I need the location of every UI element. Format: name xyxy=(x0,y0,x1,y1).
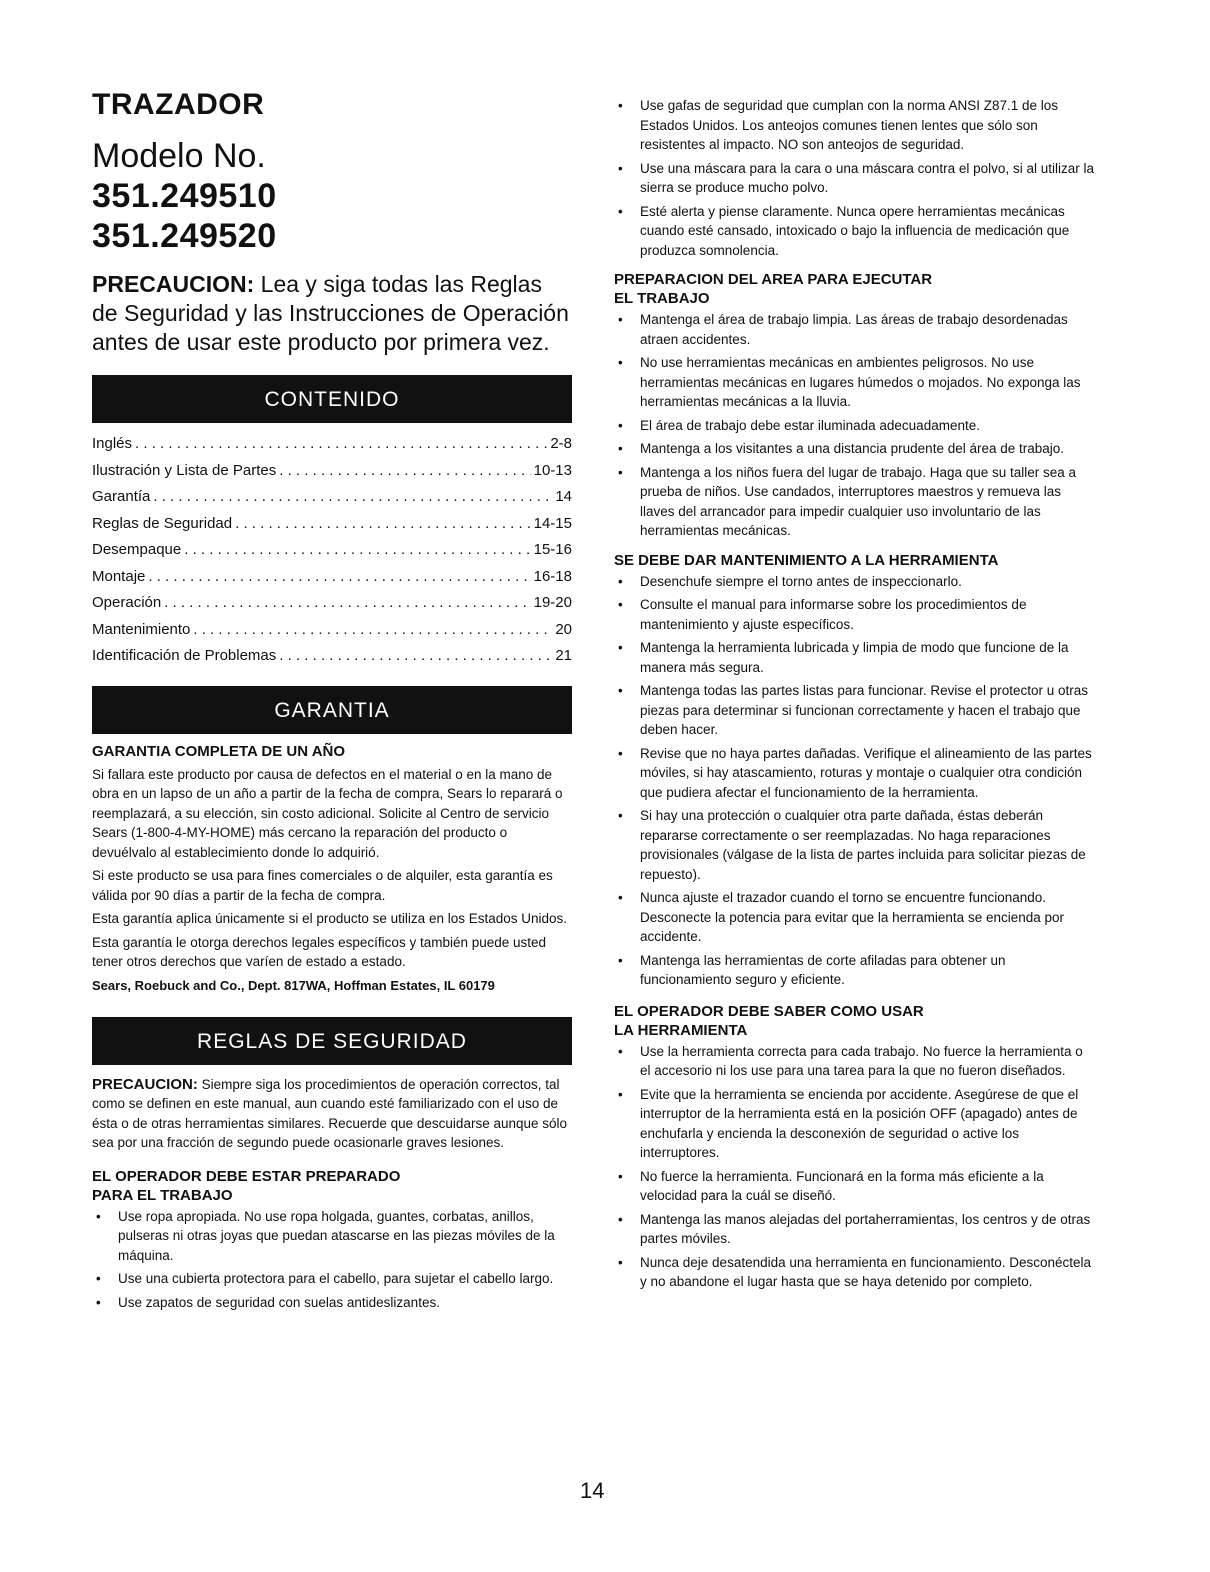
bullet-icon: • xyxy=(618,597,623,612)
list-item: • Mantenga todas las partes listas para funcionar. Revise el protector u otras piezas para determinar si funcionan correctamente y hacen el trabajo que deben hacer. xyxy=(618,683,1088,737)
list-item: • Revise que no haya partes dañadas. Verifique el alineamiento de las partes móviles, si hay atascamiento, roturas y montaje o cualquier otra condición que pudiera afectar el funcionamiento de la herramienta. xyxy=(618,745,1092,800)
bullet-icon: • xyxy=(96,1271,101,1286)
toc-item xyxy=(92,564,572,591)
mantenimiento-list xyxy=(614,572,1094,990)
bullet-icon: • xyxy=(618,203,623,219)
bullet-icon: • xyxy=(618,1086,623,1102)
list-item: • Si hay una protección o cualquier otra parte dañada, éstas deberán repararse correctamente o ser reemplazadas. No haga reparaciones provisionales (válgase de la lista de partes incluida para solicitar piezas de repuesto). xyxy=(618,808,1086,882)
toc-label: Inglés xyxy=(92,435,133,452)
toc-pages: 19-20 xyxy=(533,594,572,611)
toc-item xyxy=(92,431,572,458)
list-item: • Use la herramienta correcta para cada trabajo. No fuerce la herramienta o el accesorio ni los use para una tarea para la que no fueron diseñados. xyxy=(618,1043,1083,1078)
toc-pages: 10-13 xyxy=(533,461,572,479)
toc-pages: 21 xyxy=(555,647,572,664)
toc-pages: 2-8 xyxy=(550,435,572,452)
bullet-icon: • xyxy=(618,573,623,589)
preparado-continued-list xyxy=(614,96,1094,260)
bullet-icon: • xyxy=(96,1208,101,1224)
garantia-paragraph-3: Esta garantía aplica únicamente si el producto se utiliza en los Estados Unidos. xyxy=(92,911,568,926)
list-item: • Use gafas de seguridad que cumplan con la norma ANSI Z87.1 de los Estados Unidos. Los anteojos comunes tienen lentes que sólo son resistentes al impacto. NO son anteojos de seguridad. xyxy=(618,98,1058,152)
list-item: • Use zapatos de seguridad con suelas antideslizantes. xyxy=(92,1293,572,1313)
product-title: TRAZADOR xyxy=(92,88,265,121)
toc-label: Desempaque xyxy=(92,541,182,558)
reglas-precaution-text: Siempre siga los procedimientos de operación correctos, tal como se definen en este manual, aun cuando esté familiarizado con el uso de ésta o de otras herramientas similares. Recuerde que descuidarse aunque sólo sea por una fracción de segundo puede ocasionarle graves lesiones. xyxy=(92,1076,568,1150)
area-heading-1: PREPARACION DEL AREA PARA EJECUTAR xyxy=(614,271,933,288)
area-list xyxy=(614,310,1094,541)
model-number-1: 351.249510 xyxy=(92,177,277,215)
preparado-heading-1: EL OPERADOR DEBE ESTAR PREPARADO xyxy=(92,1167,401,1185)
saber-list xyxy=(614,1042,1094,1292)
sears-address: Sears, Roebuck and Co., Dept. 817WA, Hoffman Estates, IL 60179 xyxy=(92,977,495,993)
right-column xyxy=(614,94,1094,1296)
reglas-banner: REGLAS DE SEGURIDAD xyxy=(92,1017,572,1065)
bullet-icon: • xyxy=(618,640,623,655)
list-item: • Mantenga el área de trabajo limpia. Las áreas de trabajo desordenadas atraen accidentes. xyxy=(618,312,1068,347)
reglas-precaution xyxy=(92,1075,572,1153)
saber-heading-1: EL OPERADOR DEBE SABER COMO USAR xyxy=(614,1002,924,1020)
left-column xyxy=(92,88,572,1316)
bullet-icon: • xyxy=(618,160,623,176)
list-item: • Evite que la herramienta se encienda por accidente. Asegúrese de que el interruptor de la herramienta está en la posición OFF (apagado) antes de enchufarla y encienda la desconexión de seguridad o active los interruptores. xyxy=(618,1086,1079,1160)
bullet-icon: • xyxy=(618,464,623,480)
bullet-icon: • xyxy=(618,1168,623,1184)
list-item: • El área de trabajo debe estar iluminada adecuadamente. xyxy=(614,416,1094,436)
garantia-paragraph-1: Si fallara este producto por causa de defectos en el material o en la mano de obra en un lapso de un año a partir de la fecha de compra, Sears lo reparará o reemplazará, a su elección, sin costo adicional. Solicite al Centro de servicio Sears (1-800-4-MY-HOME) más cercano la reparación del producto o devuélvalo al establecimiento donde lo adquirió. xyxy=(92,766,563,860)
toc-item xyxy=(92,617,572,644)
bullet-icon: • xyxy=(96,1294,101,1310)
list-item: • Mantenga a los visitantes a una distancia prudente del área de trabajo. xyxy=(614,439,1094,459)
list-item: • Mantenga las manos alejadas del portaherramientas, los centros y de otras partes móviles. xyxy=(618,1211,1091,1246)
list-item: • Mantenga a los niños fuera del lugar de trabajo. Haga que su taller sea a prueba de niños. Use candados, interruptores maestros y remueva las llaves del arrancador para impedir cualquier uso involuntario de las herramientas mecánicas. xyxy=(618,464,1077,538)
garantia-banner: GARANTIA xyxy=(92,686,572,734)
toc-item xyxy=(92,511,572,538)
bullet-icon: • xyxy=(618,745,623,761)
list-item: • Use ropa apropiada. No use ropa holgada, guantes, corbatas, anillos, pulseras ni otras joyas que puedan atascarse en las piezas móviles de la máquina. xyxy=(96,1208,555,1263)
precaution-text: Lea y siga todas las Reglas de Seguridad y las Instrucciones de Operación antes de usar este producto por primera vez. xyxy=(92,271,569,355)
toc-pages: 14 xyxy=(555,488,572,505)
reglas-precaution-label: PRECAUCION: xyxy=(92,1075,198,1093)
contenido-banner: CONTENIDO xyxy=(92,375,572,423)
toc-pages: 14-15 xyxy=(533,514,572,532)
list-item: • Nunca deje desatendida una herramienta en funcionamiento. Desconéctela y no abandone el lugar hasta que se haya detenido por completo. xyxy=(618,1254,1092,1289)
bullet-icon: • xyxy=(618,312,623,327)
list-item: • Use una máscara para la cara o una máscara contra el polvo, si al utilizar la sierra se produce mucho polvo. xyxy=(618,160,1094,195)
list-item: • Mantenga la herramienta lubricada y limpia de modo que funcione de la manera más segura. xyxy=(618,640,1069,675)
toc-item xyxy=(92,537,572,564)
bullet-icon: • xyxy=(618,98,623,113)
list-item: • No fuerce la herramienta. Funcionará en la forma más eficiente a la velocidad para la cuál se diseñó. xyxy=(618,1168,1044,1203)
list-item: • Nunca ajuste el trazador cuando el torno se encuentre funcionando. Desconecte la potencia para evitar que la herramienta se encienda por accidente. xyxy=(618,890,1065,944)
preparado-heading-2: PARA EL TRABAJO xyxy=(92,1186,233,1204)
precaution-notice xyxy=(92,270,572,357)
toc-item xyxy=(92,590,572,617)
preparado-list xyxy=(92,1207,572,1313)
table-of-contents xyxy=(92,431,572,670)
bullet-icon: • xyxy=(618,441,623,456)
list-item: • Esté alerta y piense claramente. Nunca opere herramientas mecánicas cuando esté cansado, intoxicado o bajo la influencia de medicación que produzca somnolencia. xyxy=(618,203,1070,258)
garantia-paragraph-4: Esta garantía le otorga derechos legales específicos y también puede usted tener otros derechos que varíen de estado a estado. xyxy=(92,934,547,969)
garantia-paragraph-2: Si este producto se usa para fines comerciales o de alquiler, esta garantía es válida por 90 días a partir de la fecha de compra. xyxy=(92,868,553,903)
toc-label: Mantenimiento xyxy=(92,620,191,638)
list-item: • Use una cubierta protectora para el cabello, para sujetar el cabello largo. xyxy=(92,1269,572,1289)
bullet-icon: • xyxy=(618,355,623,370)
bullet-icon: • xyxy=(618,417,623,433)
toc-item xyxy=(92,458,572,485)
bullet-icon: • xyxy=(618,683,623,698)
page-number: 14 xyxy=(580,1478,605,1503)
toc-label: Ilustración y Lista de Partes xyxy=(92,461,277,479)
precaution-label: PRECAUCION: xyxy=(92,271,255,297)
toc-label: Garantía xyxy=(92,488,151,505)
toc-pages: 20 xyxy=(555,620,572,638)
toc-label: Montaje xyxy=(92,567,146,585)
bullet-icon: • xyxy=(618,890,623,905)
bullet-icon: • xyxy=(618,1043,623,1059)
model-number-2: 351.249520 xyxy=(92,217,277,255)
list-item: • Mantenga las herramientas de corte afiladas para obtener un funcionamiento seguro y eficiente. xyxy=(618,952,1006,987)
mantenimiento-heading: SE DEBE DAR MANTENIMIENTO A LA HERRAMIENTA xyxy=(614,551,999,569)
bullet-icon: • xyxy=(618,1211,623,1227)
list-item: • Consulte el manual para informarse sobre los procedimientos de mantenimiento y ajuste específicos. xyxy=(618,597,1027,632)
area-heading-2: EL TRABAJO xyxy=(614,290,710,307)
toc-item xyxy=(92,643,572,670)
bullet-icon: • xyxy=(618,1254,623,1270)
garantia-subheading: GARANTIA COMPLETA DE UN AÑO xyxy=(92,742,346,760)
toc-pages: 15-16 xyxy=(533,541,572,558)
toc-label: Operación xyxy=(92,594,162,611)
bullet-icon: • xyxy=(618,808,623,823)
bullet-icon: • xyxy=(618,952,623,968)
toc-label: Reglas de Seguridad xyxy=(92,514,233,532)
toc-pages: 16-18 xyxy=(533,567,572,585)
model-label: Modelo No. xyxy=(92,137,266,175)
saber-heading-2: LA HERRAMIENTA xyxy=(614,1021,748,1039)
toc-item xyxy=(92,484,572,511)
list-item: • Desenchufe siempre el torno antes de inspeccionarlo. xyxy=(614,572,1094,592)
toc-label: Identificación de Problemas xyxy=(92,647,277,664)
list-item: • No use herramientas mecánicas en ambientes peligrosos. No use herramientas mecánicas en lugares húmedos o mojados. No exponga las herramientas mecánicas a la lluvia. xyxy=(618,355,1081,409)
